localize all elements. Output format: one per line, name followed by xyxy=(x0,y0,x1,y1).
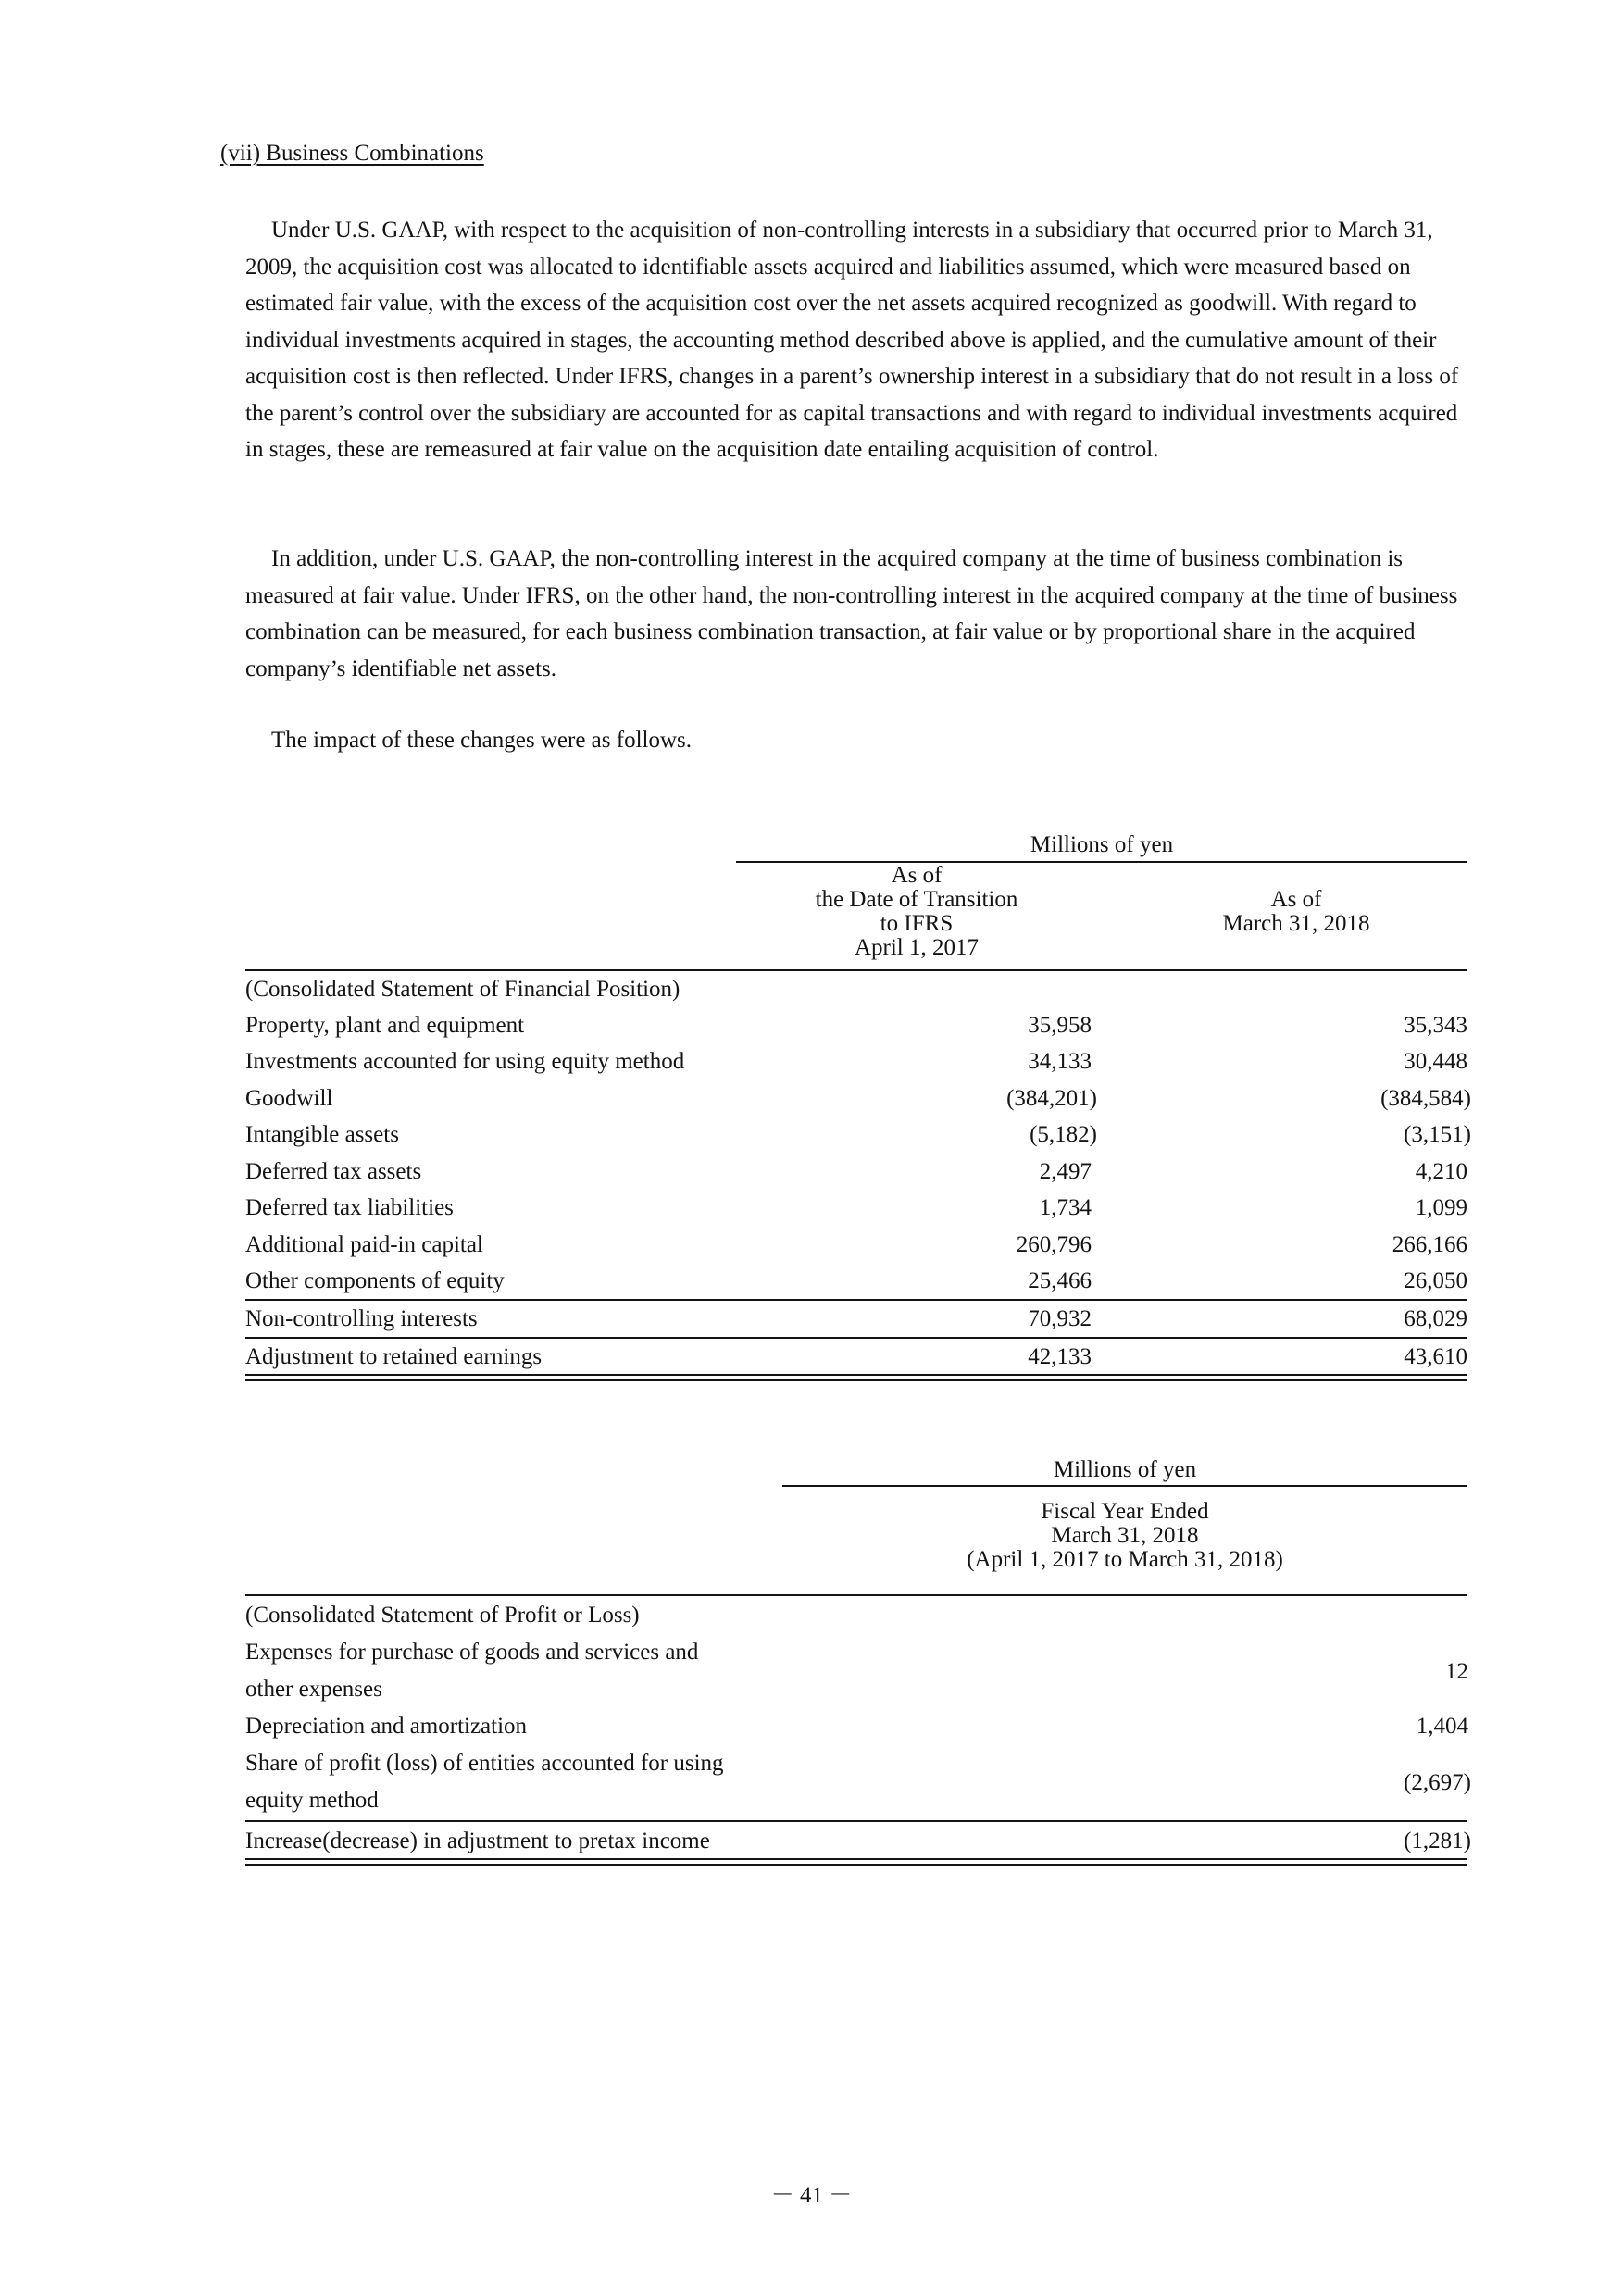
page-number: － 41 － xyxy=(770,2183,853,2208)
row-label: Property, plant and equipment xyxy=(245,1013,525,1038)
row-label: Non-controlling interests xyxy=(245,1306,478,1331)
row-label: Expenses for purchase of goods and services and xyxy=(245,1640,699,1665)
paragraph: The impact of these changes were as follows. xyxy=(271,728,693,753)
section-heading: (vii) Business Combinations xyxy=(220,141,484,166)
value: 1,734 xyxy=(1039,1195,1092,1220)
rule xyxy=(245,1337,1467,1339)
row-label: Share of profit (loss) of entities accounted for using xyxy=(245,1751,724,1776)
rule xyxy=(245,1594,1467,1596)
value: 35,958 xyxy=(1028,1013,1092,1038)
section-label: (Consolidated Statement of Financial Position) xyxy=(245,977,680,1002)
value: 43,610 xyxy=(1404,1344,1467,1369)
value: 68,029 xyxy=(1404,1306,1467,1331)
unit-label: Millions of yen xyxy=(1053,1457,1197,1482)
row-label: Deferred tax assets xyxy=(245,1159,422,1184)
row-label: Investments accounted for using equity method xyxy=(245,1049,685,1074)
value: (3,151) xyxy=(1404,1122,1471,1147)
value: 1,099 xyxy=(1415,1195,1467,1220)
value: 260,796 xyxy=(1016,1232,1092,1257)
rule xyxy=(245,1299,1467,1301)
value: 70,932 xyxy=(1028,1306,1092,1331)
row-label: Deferred tax liabilities xyxy=(245,1195,454,1220)
value: (1,281) xyxy=(1404,1828,1471,1853)
row-label: Additional paid-in capital xyxy=(245,1232,483,1257)
rule xyxy=(245,969,1467,971)
section-label: (Consolidated Statement of Profit or Loss) xyxy=(245,1603,640,1628)
row-label: Increase(decrease) in adjustment to pretax income xyxy=(245,1828,710,1853)
double-rule xyxy=(245,1858,1467,1866)
column-header-fiscal-year: Fiscal Year Ended March 31, 2018 (April 1, 2017 to March 31, 2018) xyxy=(967,1499,1283,1572)
row-label: Depreciation and amortization xyxy=(245,1714,528,1739)
value: 26,050 xyxy=(1404,1268,1467,1293)
paragraph: Under U.S. GAAP, with respect to the acquisition of non-controlling interests in a subsidiary that occurred prior to March 31, 2009, the acquisition cost was allocated to identifiable assets acquired and liabilities assumed, which were measured based on estimated fair value, with the excess of the acquisition cost over the net assets acquired recognized as goodwill. With regard to individual investments acquired in stages, the accounting method described above is applied, and the cumulative amount of their acquisition cost is then reflected. Under IFRS, changes in a parent’s ownership interest in a subsidiary that do not result in a loss of the parent’s control over the subsidiary are accounted for as capital transactions and with regard to individual investments acquired in stages, these are remeasured at fair value on the acquisition date entailing acquisition of control. xyxy=(245,218,1459,462)
value: 35,343 xyxy=(1404,1013,1467,1038)
value: 1,404 xyxy=(1416,1714,1468,1739)
value: (2,697) xyxy=(1404,1770,1471,1795)
paragraph: In addition, under U.S. GAAP, the non-controlling interest in the acquired company at the time of business combination is measured at fair value. Under IFRS, on the other hand, the non-controlling interest in the acquired company at the time of business combination can be measured, for each business combination transaction, at fair value or by proportional share in the acquired company’s identifiable net assets. xyxy=(245,546,1458,681)
value: 12 xyxy=(1445,1659,1468,1684)
row-label: other expenses xyxy=(245,1677,382,1702)
value: 25,466 xyxy=(1028,1268,1092,1293)
value: 266,166 xyxy=(1392,1232,1467,1257)
column-header-transition-date: As of the Date of Transition to IFRS April 1, 2017 xyxy=(815,863,1018,960)
double-rule xyxy=(245,1374,1467,1381)
value: (384,584) xyxy=(1380,1086,1471,1111)
value: 30,448 xyxy=(1404,1049,1467,1074)
rule xyxy=(782,1485,1467,1487)
value: 42,133 xyxy=(1028,1344,1092,1369)
value: 34,133 xyxy=(1028,1049,1092,1074)
value: 2,497 xyxy=(1039,1159,1092,1184)
row-label: Goodwill xyxy=(245,1086,333,1111)
row-label: equity method xyxy=(245,1788,379,1813)
row-label: Other components of equity xyxy=(245,1268,505,1293)
rule xyxy=(736,861,1467,863)
row-label: Adjustment to retained earnings xyxy=(245,1344,543,1369)
rule xyxy=(245,1820,1467,1822)
column-header-march-2018: As of March 31, 2018 xyxy=(1222,887,1370,936)
unit-label: Millions of yen xyxy=(1030,832,1174,857)
row-label: Intangible assets xyxy=(245,1122,399,1147)
value: 4,210 xyxy=(1415,1159,1467,1184)
value: (384,201) xyxy=(1006,1086,1097,1111)
value: (5,182) xyxy=(1030,1122,1097,1147)
